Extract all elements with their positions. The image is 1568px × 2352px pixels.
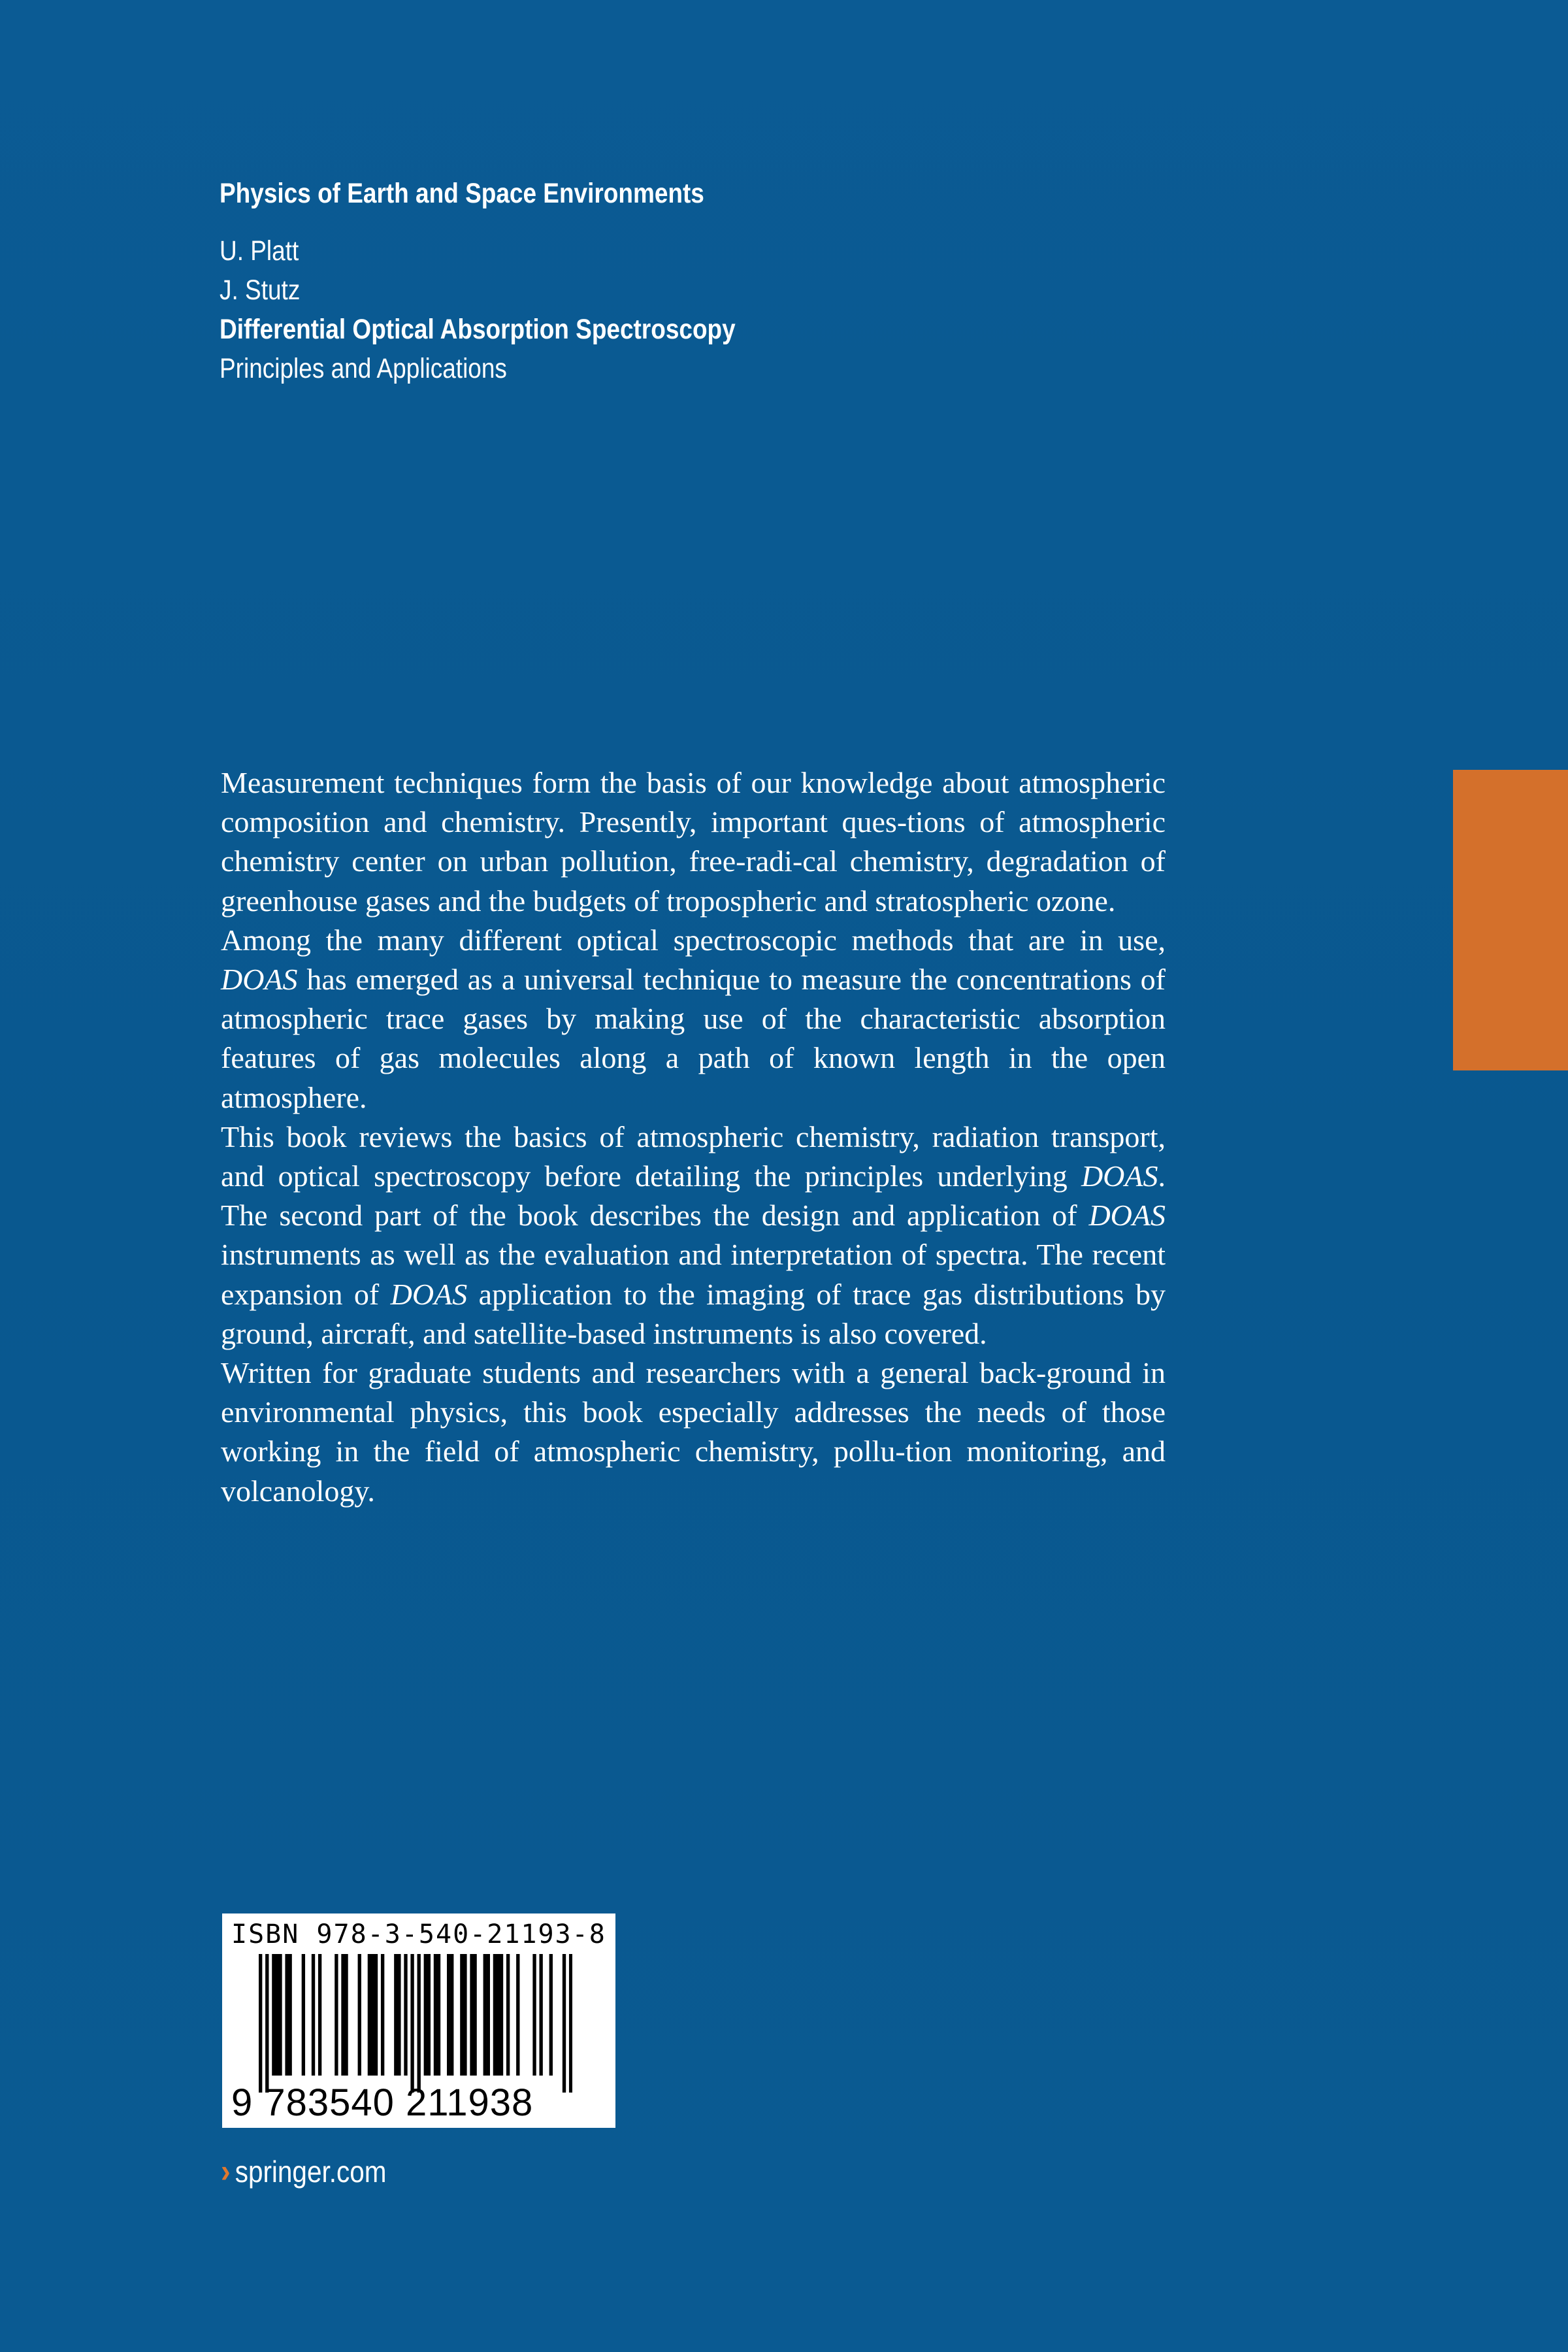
book-subtitle: Principles and Applications [220,353,507,384]
barcode-bar [563,1954,566,2093]
barcode-bar [259,1954,262,2093]
barcode-bar [500,1954,503,2076]
barcode-bar [335,1954,338,2076]
series-name: Physics of Earth and Space Environments [220,178,704,209]
doas-term: DOAS [1081,1159,1158,1193]
barcode-bar [371,1954,374,2076]
barcode-bar [460,1954,463,2076]
barcode-bar [417,1954,421,2093]
barcode-bar [470,1954,473,2076]
barcode-bar [341,1954,344,2076]
barcode-bar [344,1954,348,2076]
paragraph-3-text-a: This book reviews the basics of atmospheric chemistry, radiation transport, and optical spectroscopy before detailing the principles underlying [221,1119,1166,1193]
ean-digits: 9 783540 211938 [231,2081,534,2124]
book-header [220,175,1062,388]
barcode-bar [506,1954,510,2076]
description-paragraph-3 [221,1118,1166,1353]
barcode-bar [532,1954,536,2076]
description-paragraph-4: Written for graduate students and researchers with a general back-ground in environmental physics, this book especially addresses the needs of those working in the field of atmospheric chemistry, pollu-tion monitoring, and volcanology. [221,1356,1166,1508]
doas-term: DOAS [221,963,298,997]
barcode-bar [463,1954,466,2076]
publisher-url: springer.com [235,2155,387,2189]
barcode-bar [437,1954,440,2076]
barcode-bar [272,1954,275,2076]
description-paragraph-1: Measurement techniques form the basis of our knowledge about atmospheric composition and chemistry. Presently, important ques-tions of atmospheric chemistry center on urban pollution, free-radi-cal chemistry, degradation of greenhouse gases and the budgets of tropospheric and stratospheric ozone. [221,766,1166,918]
barcode-bar [569,1954,572,2093]
isbn-barcode [222,1913,615,2128]
barcode-bar [312,1954,315,2076]
paragraph-3-text-b: . The second part of the book describes the design and application of [221,1159,1166,1233]
barcode-bar [275,1954,278,2076]
barcode-bar [450,1954,453,2076]
barcode-bar [318,1954,321,2076]
publisher-link[interactable] [221,2151,386,2191]
barcode-bar [447,1954,450,2076]
barcode-bar [434,1954,437,2076]
doas-term: DOAS [390,1277,468,1311]
isbn-number: ISBN 978-3-540-21193-8 [231,1919,606,1949]
barcode-bar [404,1954,407,2076]
barcode-bar [473,1954,476,2076]
barcode-bar [549,1954,553,2076]
description-paragraph-2 [221,921,1166,1118]
barcode-bar [427,1954,431,2076]
barcode-bar [483,1954,487,2076]
barcode-bar [302,1954,305,2076]
doas-term: DOAS [1088,1199,1166,1233]
author-stutz: J. Stutz [220,274,301,306]
barcode-bars [259,1954,572,2093]
color-tab [1453,770,1568,1070]
paragraph-2-text-b: has emerged as a universal technique to measure the concentrations of atmospheric trace gases by making use of the characteristic absorption features of gas molecules along a path of known length in the open atmosphere. [221,963,1166,1114]
barcode-bar [368,1954,371,2076]
paragraph-3-text-d: application to the imaging of trace gas distributions by ground, aircraft, and satellite-based instruments is also covered. [221,1277,1166,1350]
barcode-bar [487,1954,490,2076]
barcode-bar [516,1954,519,2076]
barcode-bar [493,1954,497,2076]
barcode-bar [358,1954,361,2076]
barcode-bar [265,1954,269,2093]
barcode-bar [539,1954,542,2076]
barcode-bar [374,1954,378,2076]
barcode-bar [278,1954,282,2076]
book-title: Differential Optical Absorption Spectroscopy [220,314,736,345]
barcode-bar [497,1954,500,2076]
book-description [221,763,1166,1511]
barcode-bar [381,1954,384,2076]
barcode-bar [285,1954,288,2076]
barcode-bar [288,1954,291,2076]
barcode-bar [394,1954,397,2076]
barcode-bar [410,1954,414,2093]
paragraph-3-text-c: instruments as well as the evaluation and interpretation of spectra. The recent expansion of [221,1238,1166,1311]
chevron-right-icon: › [221,2153,231,2189]
paragraph-2-text-a: Among the many different optical spectroscopic methods that are in use, [221,923,1166,957]
barcode-bar [397,1954,400,2076]
author-platt: U. Platt [220,235,299,267]
barcode-bar [424,1954,427,2076]
